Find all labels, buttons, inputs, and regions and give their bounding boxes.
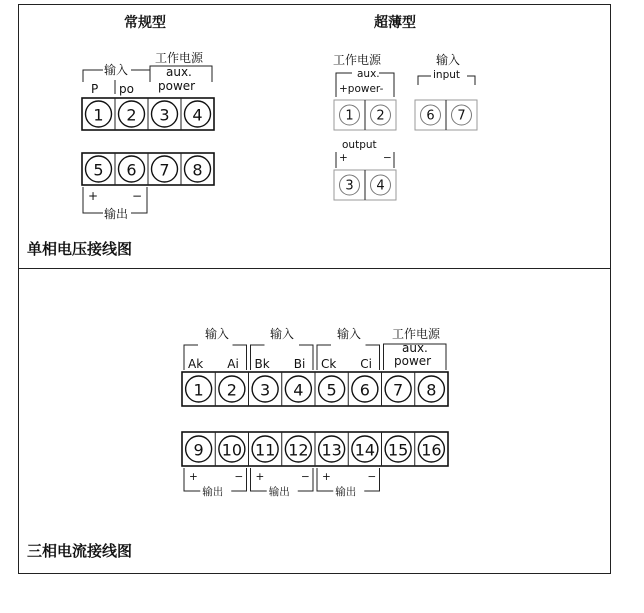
- terminal-number: 14: [354, 440, 376, 460]
- terminal-number: 4: [376, 178, 385, 194]
- terminal-number: 12: [288, 440, 309, 460]
- section-frame-single-phase: [19, 5, 611, 269]
- terminal-number: 1: [345, 108, 354, 124]
- thin-aux-label: aux.: [357, 68, 380, 80]
- ct-output-label: 输出: [335, 486, 357, 498]
- ct-pin-label: Ai: [227, 357, 239, 371]
- power-text: power: [158, 79, 196, 93]
- terminal-number: 9: [193, 440, 204, 460]
- standard-type-heading: 常规型: [124, 15, 166, 31]
- thin-power-label: 工作电源: [333, 53, 382, 67]
- ct-output-label: 输出: [268, 486, 290, 498]
- terminal-number: 3: [159, 105, 170, 125]
- thin-input-en: input: [433, 69, 461, 81]
- ct-output-plus: +: [255, 471, 265, 483]
- ct-input-label-b: 输入: [270, 327, 295, 341]
- ct-aux-label: aux.: [402, 341, 428, 355]
- terminal-number: 8: [192, 160, 203, 180]
- terminal-number: 1: [193, 380, 204, 400]
- terminal-number: 7: [393, 380, 404, 400]
- thin-output-plus: +: [339, 152, 348, 164]
- three-phase-title: 三相电流接线图: [27, 542, 133, 560]
- pin-p-label: P: [91, 82, 99, 96]
- terminal-number: 10: [221, 440, 243, 460]
- terminal-number: 6: [426, 108, 435, 124]
- section-frame-three-phase: [19, 269, 611, 574]
- ct-output-minus: −: [301, 471, 310, 483]
- ct-pin-label: Ci: [360, 357, 372, 371]
- terminal-number: 8: [426, 380, 437, 400]
- ct-output-plus: +: [322, 471, 331, 483]
- input-label: 输入: [104, 63, 129, 77]
- terminal-number: 6: [359, 380, 370, 400]
- thin-plus-power: +power-: [339, 83, 384, 95]
- terminal-number: 3: [345, 178, 354, 194]
- ct-power-label: 工作电源: [392, 327, 441, 341]
- aux-label: aux.: [166, 65, 192, 79]
- terminal-number: 15: [387, 440, 409, 460]
- terminal-number: 3: [260, 380, 271, 400]
- ct-output-minus: −: [234, 471, 244, 483]
- ct-pin-label: Bk: [254, 357, 270, 371]
- terminal-number: 7: [457, 108, 466, 124]
- ct-input-label-a: 输入: [205, 327, 230, 341]
- terminal-number: 2: [226, 380, 237, 400]
- power-label: 工作电源: [155, 51, 204, 65]
- output-plus: +: [88, 189, 99, 203]
- ct-input-label-c: 输入: [337, 327, 362, 341]
- terminal-number: 6: [126, 160, 137, 180]
- ct-pin-labels: [188, 357, 372, 371]
- ct-pin-label: Bi: [293, 357, 306, 371]
- terminal-number: 13: [321, 440, 342, 460]
- ct-output-label: 输出: [202, 486, 224, 498]
- pin-po-label: po: [119, 82, 134, 96]
- terminal-number: 2: [126, 105, 137, 125]
- terminal-block-bottom-cells: [86, 153, 211, 185]
- terminal-number: 1: [93, 105, 104, 125]
- terminal-number: 5: [93, 160, 104, 180]
- ct-output-brackets: [184, 468, 380, 498]
- single-phase-title: 单相电压接线图: [27, 240, 133, 258]
- ct-output-plus: +: [189, 471, 198, 483]
- thin-output-minus: −: [383, 152, 392, 164]
- ct-power-text: power: [394, 354, 432, 368]
- thin-output-en: output: [342, 139, 377, 151]
- output-minus: −: [132, 189, 143, 203]
- terminal-block-top-cells: [86, 98, 211, 130]
- ct-pin-label: Ak: [188, 357, 204, 371]
- ct-output-minus: −: [367, 471, 377, 483]
- terminal-number: 5: [326, 380, 337, 400]
- terminal-number: 16: [421, 440, 442, 460]
- terminal-number: 2: [376, 108, 385, 124]
- thin-input-label: 输入: [436, 53, 461, 67]
- ct-pin-label: Ck: [321, 357, 337, 371]
- terminal-number: 11: [254, 440, 276, 460]
- terminal-number: 7: [159, 160, 170, 180]
- terminal-number: 4: [192, 105, 203, 125]
- ultra-thin-type-heading: 超薄型: [374, 15, 416, 31]
- terminal-number: 4: [293, 380, 304, 400]
- output-label: 输出: [104, 207, 129, 221]
